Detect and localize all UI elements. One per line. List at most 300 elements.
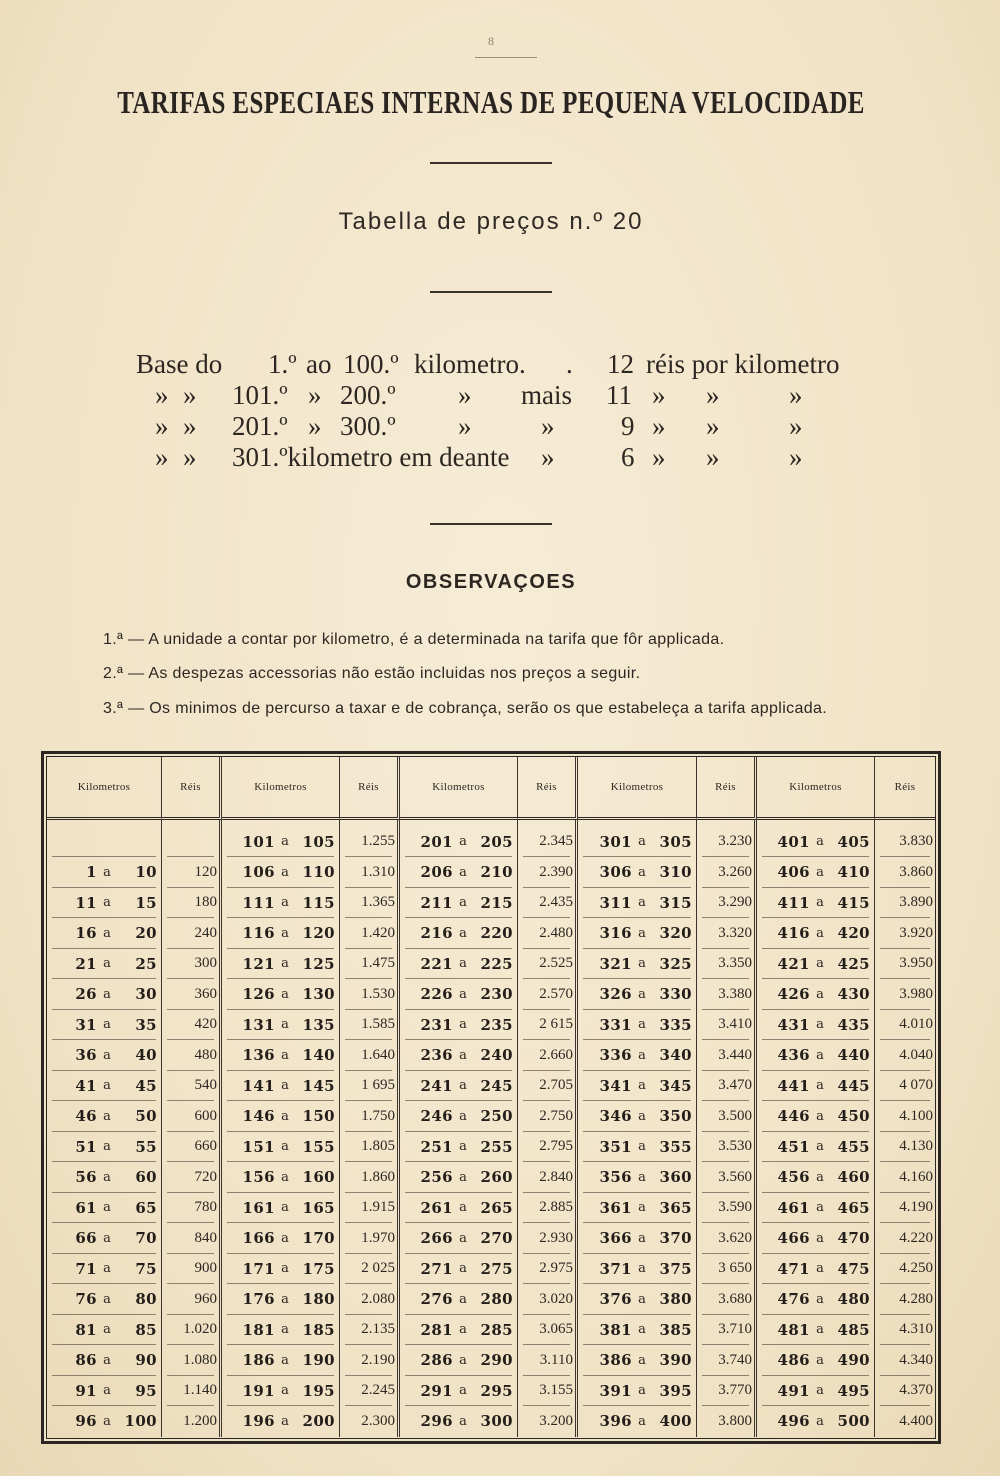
km-range-separator: a xyxy=(103,1200,111,1216)
km-from: 26 xyxy=(75,985,97,1004)
base-rate-segment: » xyxy=(706,411,720,441)
reis-cell: 4.160 xyxy=(875,1162,935,1193)
km-range-separator: a xyxy=(816,1261,824,1277)
km-range-cell xyxy=(578,918,697,949)
km-range-cell xyxy=(757,820,875,857)
reis-cell: 3.620 xyxy=(697,1223,757,1254)
base-rate-segment: 11 xyxy=(606,380,632,410)
km-range-separator: a xyxy=(459,956,467,972)
km-to: 410 xyxy=(837,863,870,882)
km-range-separator: a xyxy=(638,1413,646,1429)
reis-cell: 4.310 xyxy=(875,1315,935,1346)
km-range-separator: a xyxy=(816,1291,824,1307)
km-to: 360 xyxy=(659,1168,692,1187)
reis-cell: 1.475 xyxy=(340,949,400,980)
km-range-separator: a xyxy=(638,1108,646,1124)
km-from: 261 xyxy=(420,1198,453,1217)
base-rate-segment: 6 xyxy=(621,442,635,472)
reis-cell: 1.860 xyxy=(340,1162,400,1193)
km-range-cell xyxy=(47,1101,162,1132)
reis-cell: 4.130 xyxy=(875,1132,935,1163)
km-range-cell xyxy=(400,1315,518,1346)
km-to: 195 xyxy=(302,1381,335,1400)
km-range-cell xyxy=(757,888,875,919)
km-range-separator: a xyxy=(281,986,289,1002)
reis-cell: 2.795 xyxy=(518,1132,578,1163)
km-from: 441 xyxy=(777,1076,810,1095)
km-range-cell xyxy=(400,1162,518,1193)
base-rate-segment: » xyxy=(789,411,803,441)
km-range-cell xyxy=(400,857,518,888)
km-range-separator: a xyxy=(638,1017,646,1033)
km-range-cell xyxy=(222,888,340,919)
km-to: 10 xyxy=(135,863,157,882)
km-to: 105 xyxy=(302,832,335,851)
km-range-separator: a xyxy=(638,1200,646,1216)
km-from: 381 xyxy=(599,1320,632,1339)
km-to: 385 xyxy=(659,1320,692,1339)
km-from: 371 xyxy=(599,1259,632,1278)
km-to: 65 xyxy=(135,1198,157,1217)
km-from: 71 xyxy=(75,1259,97,1278)
km-from: 361 xyxy=(599,1198,632,1217)
km-range-separator: a xyxy=(281,834,289,849)
km-range-separator: a xyxy=(816,1230,824,1246)
base-rate-segment: kilometro. xyxy=(414,349,526,379)
reis-cell: 2.390 xyxy=(518,857,578,888)
km-from: 166 xyxy=(242,1229,275,1248)
km-from: 161 xyxy=(242,1198,275,1217)
km-from: 401 xyxy=(777,832,810,851)
km-to: 120 xyxy=(302,924,335,943)
base-rate-segment: 12 xyxy=(607,349,634,379)
km-from: 196 xyxy=(242,1412,275,1431)
reis-cell: 720 xyxy=(162,1162,222,1193)
km-to: 320 xyxy=(659,924,692,943)
km-range-cell xyxy=(47,1254,162,1285)
km-from: 96 xyxy=(75,1412,97,1431)
km-to: 15 xyxy=(135,893,157,912)
km-from: 336 xyxy=(599,1046,632,1065)
reis-cell: 1.310 xyxy=(340,857,400,888)
base-rate-segment: » xyxy=(652,380,666,410)
km-to: 275 xyxy=(480,1259,513,1278)
km-from: 151 xyxy=(242,1137,275,1156)
km-range-separator: a xyxy=(816,1108,824,1124)
km-to: 485 xyxy=(837,1320,870,1339)
km-to: 35 xyxy=(135,1015,157,1034)
km-to: 395 xyxy=(659,1381,692,1400)
km-range-cell xyxy=(578,1101,697,1132)
km-range-cell xyxy=(757,1315,875,1346)
km-range-separator: a xyxy=(459,1352,467,1368)
km-range-separator: a xyxy=(459,1291,467,1307)
reis-cell: 540 xyxy=(162,1071,222,1102)
km-from: 301 xyxy=(599,832,632,851)
km-to: 110 xyxy=(302,863,335,882)
km-range-cell xyxy=(47,888,162,919)
reis-cell: 1.640 xyxy=(340,1040,400,1071)
km-range-separator: a xyxy=(459,834,467,849)
km-range-cell xyxy=(578,888,697,919)
column-header-reis: Réis xyxy=(162,757,222,820)
reis-cell: 3.710 xyxy=(697,1315,757,1346)
km-to: 145 xyxy=(302,1076,335,1095)
reis-cell: 2 615 xyxy=(518,1010,578,1041)
km-from: 456 xyxy=(777,1168,810,1187)
km-from: 411 xyxy=(777,893,810,912)
reis-cell: 1.365 xyxy=(340,888,400,919)
km-range-separator: a xyxy=(281,1291,289,1307)
km-range-cell xyxy=(47,918,162,949)
km-to: 375 xyxy=(659,1259,692,1278)
km-range-separator: a xyxy=(816,1413,824,1429)
reis-cell: 3.230 xyxy=(697,820,757,857)
km-range-cell xyxy=(47,979,162,1010)
km-from: 341 xyxy=(599,1076,632,1095)
km-range-separator: a xyxy=(281,1383,289,1399)
km-range-cell xyxy=(757,918,875,949)
km-to: 80 xyxy=(135,1290,157,1309)
base-rate-segment: » xyxy=(458,411,472,441)
reis-cell: 960 xyxy=(162,1284,222,1315)
km-range-separator: a xyxy=(281,1322,289,1338)
km-range-cell xyxy=(222,1315,340,1346)
km-range-cell xyxy=(400,1254,518,1285)
reis-cell: 900 xyxy=(162,1254,222,1285)
reis-cell: 2.135 xyxy=(340,1315,400,1346)
km-range-separator: a xyxy=(459,925,467,941)
km-range-separator: a xyxy=(638,834,646,849)
km-range-cell xyxy=(222,1010,340,1041)
km-range-cell xyxy=(757,1101,875,1132)
km-to: 425 xyxy=(837,954,870,973)
km-from: 86 xyxy=(75,1351,97,1370)
km-to: 135 xyxy=(302,1015,335,1034)
reis-cell: 1.200 xyxy=(162,1406,222,1437)
reis-cell: 3.830 xyxy=(875,820,935,857)
km-range-cell xyxy=(400,1406,518,1437)
km-range-separator: a xyxy=(816,956,824,972)
km-range-separator: a xyxy=(816,1383,824,1399)
reis-cell: 4.220 xyxy=(875,1223,935,1254)
km-from: 486 xyxy=(777,1351,810,1370)
reis-cell: 2.480 xyxy=(518,918,578,949)
km-from: 431 xyxy=(777,1015,810,1034)
column-header-reis: Réis xyxy=(697,757,757,820)
base-rate-segment: » xyxy=(308,411,322,441)
km-range-cell xyxy=(47,1284,162,1315)
km-from: 266 xyxy=(420,1229,453,1248)
km-from: 311 xyxy=(599,893,632,912)
km-to: 330 xyxy=(659,985,692,1004)
reis-cell: 3.200 xyxy=(518,1406,578,1437)
base-rate-segment: mais xyxy=(521,380,572,410)
reis-cell: 3.065 xyxy=(518,1315,578,1346)
base-rate-segment: » xyxy=(458,380,472,410)
reis-cell: 3.260 xyxy=(697,857,757,888)
km-range-separator: a xyxy=(638,1078,646,1094)
reis-cell: 660 xyxy=(162,1132,222,1163)
km-to: 240 xyxy=(480,1046,513,1065)
km-from: 496 xyxy=(777,1412,810,1431)
column-header-kilometros: Kilometros xyxy=(400,757,518,820)
km-from: 176 xyxy=(242,1290,275,1309)
reis-cell: 1.080 xyxy=(162,1345,222,1376)
km-from: 451 xyxy=(777,1137,810,1156)
km-range-separator: a xyxy=(459,1200,467,1216)
base-rate-segment: 101.º xyxy=(232,380,288,410)
km-range-separator: a xyxy=(459,1261,467,1277)
km-to: 95 xyxy=(135,1381,157,1400)
price-table-subtitle: Tabella de preços n.º 20 xyxy=(338,208,644,235)
reis-cell: 3.770 xyxy=(697,1376,757,1407)
km-to: 50 xyxy=(135,1107,157,1126)
km-to: 490 xyxy=(837,1351,870,1370)
km-range-cell xyxy=(47,820,162,857)
km-to: 350 xyxy=(659,1107,692,1126)
reis-cell: 3.410 xyxy=(697,1010,757,1041)
reis-cell: 120 xyxy=(162,857,222,888)
km-range-cell xyxy=(578,949,697,980)
km-range-separator: a xyxy=(638,925,646,941)
km-from: 491 xyxy=(777,1381,810,1400)
base-rate-line xyxy=(0,411,1000,442)
reis-cell: 1 695 xyxy=(340,1071,400,1102)
km-to: 25 xyxy=(135,954,157,973)
km-range-cell xyxy=(222,820,340,857)
km-from: 276 xyxy=(420,1290,453,1309)
km-range-cell xyxy=(400,1345,518,1376)
km-range-separator: a xyxy=(816,1139,824,1155)
base-rate-segment: » xyxy=(541,411,555,441)
km-from: 271 xyxy=(420,1259,453,1278)
km-range-separator: a xyxy=(459,1413,467,1429)
reis-cell: 3.590 xyxy=(697,1193,757,1224)
reis-cell: 480 xyxy=(162,1040,222,1071)
km-range-separator: a xyxy=(459,1322,467,1338)
km-range-separator: a xyxy=(103,1261,111,1277)
km-from: 186 xyxy=(242,1351,275,1370)
km-from: 296 xyxy=(420,1412,453,1431)
reis-cell: 3.980 xyxy=(875,979,935,1010)
km-to: 280 xyxy=(480,1290,513,1309)
km-range-cell xyxy=(578,1010,697,1041)
km-range-separator: a xyxy=(103,925,111,941)
km-range-cell xyxy=(47,1376,162,1407)
reis-cell: 1.140 xyxy=(162,1376,222,1407)
km-range-separator: a xyxy=(638,1383,646,1399)
km-from: 111 xyxy=(242,893,275,912)
km-from: 121 xyxy=(242,954,275,973)
km-to: 495 xyxy=(837,1381,870,1400)
km-range-separator: a xyxy=(459,986,467,1002)
km-from: 396 xyxy=(599,1412,632,1431)
km-to: 340 xyxy=(659,1046,692,1065)
column-header-kilometros: Kilometros xyxy=(578,757,697,820)
km-to: 345 xyxy=(659,1076,692,1095)
reis-cell: 1.530 xyxy=(340,979,400,1010)
km-to: 85 xyxy=(135,1320,157,1339)
km-from: 156 xyxy=(242,1168,275,1187)
km-to: 125 xyxy=(302,954,335,973)
km-to: 255 xyxy=(480,1137,513,1156)
km-range-cell xyxy=(400,949,518,980)
reis-cell: 3.740 xyxy=(697,1345,757,1376)
reis-cell: 3.680 xyxy=(697,1284,757,1315)
reis-cell: 3.155 xyxy=(518,1376,578,1407)
km-from: 191 xyxy=(242,1381,275,1400)
km-to: 400 xyxy=(659,1412,692,1431)
km-range-cell xyxy=(400,1376,518,1407)
base-rate-segment: 200.º xyxy=(340,380,396,410)
km-to: 20 xyxy=(135,924,157,943)
reis-cell: 1.750 xyxy=(340,1101,400,1132)
km-range-separator: a xyxy=(638,1352,646,1368)
km-range-cell xyxy=(222,949,340,980)
base-rate-segment: 100.º xyxy=(343,349,399,379)
km-range-separator: a xyxy=(816,986,824,1002)
km-from: 216 xyxy=(420,924,453,943)
km-range-separator: a xyxy=(103,1169,111,1185)
km-range-cell xyxy=(47,1010,162,1041)
km-range-separator: a xyxy=(459,1139,467,1155)
km-range-separator: a xyxy=(638,1322,646,1338)
km-from: 331 xyxy=(599,1015,632,1034)
km-range-cell xyxy=(400,1010,518,1041)
km-from: 101 xyxy=(242,832,275,851)
km-to: 70 xyxy=(135,1229,157,1248)
km-to: 270 xyxy=(480,1229,513,1248)
observation-item: 3.ª — Os minimos de percurso a taxar e de cobrança, serão os que estabeleça a tarifa applicada. xyxy=(103,700,827,717)
km-to: 55 xyxy=(135,1137,157,1156)
km-from: 391 xyxy=(599,1381,632,1400)
km-from: 106 xyxy=(242,863,275,882)
km-from: 146 xyxy=(242,1107,275,1126)
km-from: 201 xyxy=(420,832,453,851)
km-from: 466 xyxy=(777,1229,810,1248)
km-range-cell xyxy=(757,1132,875,1163)
km-from: 481 xyxy=(777,1320,810,1339)
km-to: 30 xyxy=(135,985,157,1004)
column-header-reis: Réis xyxy=(875,757,935,820)
km-to: 215 xyxy=(480,893,513,912)
km-range-separator: a xyxy=(459,1078,467,1094)
km-range-separator: a xyxy=(103,986,111,1002)
km-to: 235 xyxy=(480,1015,513,1034)
km-to: 460 xyxy=(837,1168,870,1187)
reis-cell: 3.950 xyxy=(875,949,935,980)
base-rate-segment: 300.º xyxy=(340,411,396,441)
km-to: 390 xyxy=(659,1351,692,1370)
km-range-separator: a xyxy=(459,1047,467,1063)
km-range-cell xyxy=(578,1132,697,1163)
km-range-separator: a xyxy=(459,1017,467,1033)
km-range-separator: a xyxy=(103,895,111,911)
base-rate-segment: » xyxy=(183,380,197,410)
km-range-cell xyxy=(757,1040,875,1071)
km-to: 155 xyxy=(302,1137,335,1156)
km-range-separator: a xyxy=(281,895,289,911)
km-range-separator: a xyxy=(103,1322,111,1338)
km-range-cell xyxy=(222,1223,340,1254)
reis-cell: 600 xyxy=(162,1101,222,1132)
km-range-cell xyxy=(757,1254,875,1285)
km-from: 1 xyxy=(86,863,97,882)
reis-cell: 840 xyxy=(162,1223,222,1254)
column-header-reis: Réis xyxy=(340,757,400,820)
km-range-cell xyxy=(757,1162,875,1193)
base-rate-segment: » xyxy=(183,442,197,472)
base-rate-segment: 1.º xyxy=(268,349,297,379)
km-range-separator: a xyxy=(638,1261,646,1277)
km-range-separator: a xyxy=(638,895,646,911)
reis-cell: 3.560 xyxy=(697,1162,757,1193)
km-range-cell xyxy=(222,1345,340,1376)
km-from: 46 xyxy=(75,1107,97,1126)
km-range-cell xyxy=(47,857,162,888)
page-title: TARIFAS ESPECIAES INTERNAS DE PEQUENA VELOCIDADE xyxy=(117,84,865,120)
km-range-separator: a xyxy=(816,895,824,911)
km-range-cell xyxy=(222,1162,340,1193)
reis-cell: 3.380 xyxy=(697,979,757,1010)
km-to: 250 xyxy=(480,1107,513,1126)
reis-cell: 4.250 xyxy=(875,1254,935,1285)
column-header-kilometros: Kilometros xyxy=(47,757,162,820)
km-to: 285 xyxy=(480,1320,513,1339)
km-range-cell xyxy=(757,979,875,1010)
km-range-separator: a xyxy=(281,864,289,880)
km-range-cell xyxy=(578,1071,697,1102)
km-from: 346 xyxy=(599,1107,632,1126)
km-range-cell xyxy=(578,979,697,1010)
km-to: 295 xyxy=(480,1381,513,1400)
base-rate-segment: » xyxy=(183,411,197,441)
km-from: 246 xyxy=(420,1107,453,1126)
km-from: 286 xyxy=(420,1351,453,1370)
km-from: 116 xyxy=(242,924,275,943)
km-from: 366 xyxy=(599,1229,632,1248)
km-range-cell xyxy=(47,1040,162,1071)
reis-cell: 4.400 xyxy=(899,1412,933,1429)
observation-item: 1.ª — A unidade a contar por kilometro, é a determinada na tarifa que fôr applicada. xyxy=(103,631,725,648)
km-to: 115 xyxy=(302,893,335,912)
km-from: 236 xyxy=(420,1046,453,1065)
km-range-separator: a xyxy=(816,1352,824,1368)
km-to: 415 xyxy=(837,893,870,912)
km-range-cell xyxy=(222,1071,340,1102)
km-to: 290 xyxy=(480,1351,513,1370)
km-range-separator: a xyxy=(816,834,824,849)
km-to: 475 xyxy=(837,1259,870,1278)
km-range-separator: a xyxy=(103,1108,111,1124)
reis-cell: 3.500 xyxy=(697,1101,757,1132)
km-range-cell xyxy=(47,1132,162,1163)
km-range-cell xyxy=(222,1406,340,1437)
km-range-cell xyxy=(578,1193,697,1224)
reis-cell: 4.010 xyxy=(875,1010,935,1041)
km-range-cell xyxy=(400,888,518,919)
km-range-separator: a xyxy=(281,1200,289,1216)
reis-cell: 780 xyxy=(162,1193,222,1224)
km-from: 221 xyxy=(420,954,453,973)
km-range-separator: a xyxy=(816,864,824,880)
km-range-cell xyxy=(400,1284,518,1315)
km-range-cell xyxy=(757,949,875,980)
column-header-reis: Réis xyxy=(518,757,578,820)
km-range-separator: a xyxy=(459,1169,467,1185)
km-to: 310 xyxy=(659,863,692,882)
